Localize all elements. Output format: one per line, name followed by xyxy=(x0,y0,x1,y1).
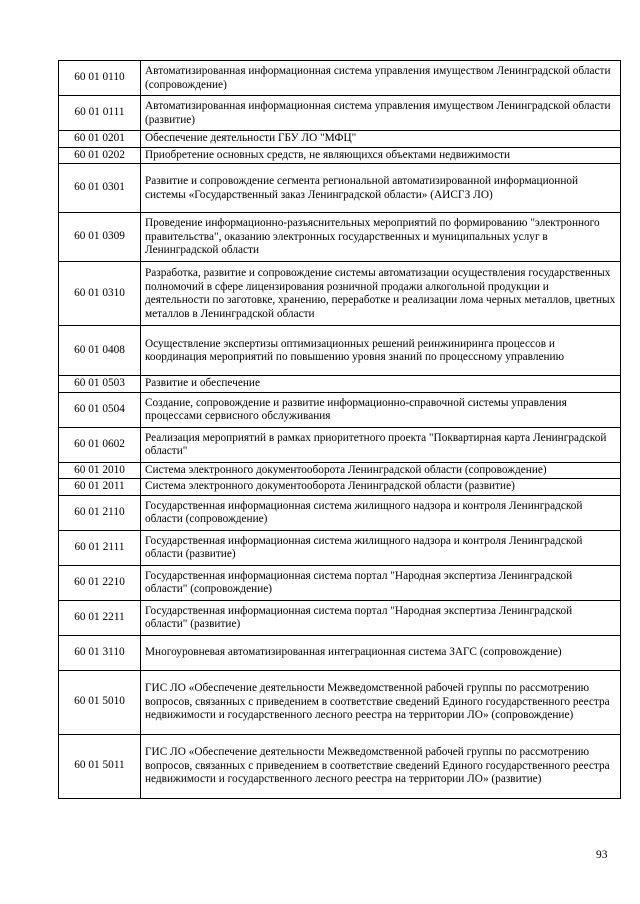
table-row xyxy=(59,96,621,131)
row-description: Реализация мероприятий в рамках приоритетного проекта "Поквартирная карта Ленинградской области" xyxy=(141,427,621,462)
row-description: Государственная информационная система жилищного надзора и контроля Ленинградской области (сопровождение) xyxy=(141,495,621,530)
row-code: 60 01 0111 xyxy=(59,96,141,131)
row-code: 60 01 0201 xyxy=(59,131,141,148)
table-row xyxy=(59,262,621,326)
row-description: Государственная информационная система портал "Народная экспертиза Ленинградской области" (сопровождение) xyxy=(141,565,621,600)
row-code: 60 01 2110 xyxy=(59,495,141,530)
table-row xyxy=(59,635,621,670)
row-description: Приобретение основных средств, не являющихся объектами недвижимости xyxy=(141,147,621,164)
table-row xyxy=(59,61,621,96)
row-code: 60 01 2111 xyxy=(59,530,141,565)
row-description: Государственная информационная система портал "Народная экспертиза Ленинградской области" (развитие) xyxy=(141,600,621,635)
row-code: 60 01 0110 xyxy=(59,61,141,96)
row-code: 60 01 2210 xyxy=(59,565,141,600)
table-row xyxy=(59,495,621,530)
row-description: Автоматизированная информационная система управления имуществом Ленинградской области (сопровождение) xyxy=(141,61,621,96)
table-row xyxy=(59,530,621,565)
budget-codes-table xyxy=(58,60,621,799)
table-row xyxy=(59,670,621,734)
table-row xyxy=(59,213,621,262)
table-row xyxy=(59,600,621,635)
table-row xyxy=(59,734,621,798)
row-code: 60 01 3110 xyxy=(59,635,141,670)
row-code: 60 01 0503 xyxy=(59,376,141,393)
row-code: 60 01 2011 xyxy=(59,479,141,496)
row-code: 60 01 0309 xyxy=(59,213,141,262)
row-description: Развитие и обеспечение xyxy=(141,376,621,393)
row-code: 60 01 5011 xyxy=(59,734,141,798)
table-row xyxy=(59,147,621,164)
row-code: 60 01 0504 xyxy=(59,392,141,427)
table-row xyxy=(59,326,621,376)
row-description: Проведение информационно-разъяснительных мероприятий по формированию "электронного правительства", оказанию электронных государственных и муниципальных услуг в Ленинградской области xyxy=(141,213,621,262)
table-row xyxy=(59,565,621,600)
table-row xyxy=(59,427,621,462)
row-code: 60 01 0408 xyxy=(59,326,141,376)
table-row xyxy=(59,131,621,148)
row-description: Система электронного документооборота Ленинградской области (развитие) xyxy=(141,479,621,496)
row-description: Система электронного документооборота Ленинградской области (сопровождение) xyxy=(141,462,621,479)
row-code: 60 01 0202 xyxy=(59,147,141,164)
row-description: ГИС ЛО «Обеспечение деятельности Межведомственной рабочей группы по рассмотрению вопросов, связанных с приведением в соответствие сведений Единого государственного реестра недвижимости и государственного лесного реестра на территории ЛО» (сопровождение) xyxy=(141,670,621,734)
row-description: ГИС ЛО «Обеспечение деятельности Межведомственной рабочей группы по рассмотрению вопросов, связанных с приведением в соответствие сведений Единого государственного реестра недвижимости и государственного лесного реестра на территории ЛО» (развитие) xyxy=(141,734,621,798)
table-row xyxy=(59,392,621,427)
page-number: 93 xyxy=(596,849,608,861)
row-description: Многоуровневая автоматизированная интеграционная система ЗАГС (сопровождение) xyxy=(141,635,621,670)
row-description: Разработка, развитие и сопровождение системы автоматизации осуществления государственных полномочий в сфере лицензирования розничной продажи алкогольной продукции и деятельности по заготовке, хранению, переработке и реализации лома черных металлов, цветных металлов в Ленинградской области xyxy=(141,262,621,326)
row-code: 60 01 0602 xyxy=(59,427,141,462)
row-code: 60 01 5010 xyxy=(59,670,141,734)
table-row xyxy=(59,462,621,479)
table-row xyxy=(59,376,621,393)
row-description: Осуществление экспертизы оптимизационных решений реинжиниринга процессов и координация мероприятий по повышению уровня знаний по процессному управлению xyxy=(141,326,621,376)
row-description: Обеспечение деятельности ГБУ ЛО "МФЦ" xyxy=(141,131,621,148)
row-code: 60 01 2010 xyxy=(59,462,141,479)
row-description: Создание, сопровождение и развитие информационно-справочной системы управления процессами сервисного обслуживания xyxy=(141,392,621,427)
row-description: Развитие и сопровождение сегмента региональной автоматизированной информационной системы «Государственный заказ Ленинградской области» (АИСГЗ ЛО) xyxy=(141,164,621,213)
row-description: Государственная информационная система жилищного надзора и контроля Ленинградской области (развитие) xyxy=(141,530,621,565)
row-description: Автоматизированная информационная система управления имуществом Ленинградской области (развитие) xyxy=(141,96,621,131)
row-code: 60 01 0301 xyxy=(59,164,141,213)
row-code: 60 01 0310 xyxy=(59,262,141,326)
table-row xyxy=(59,479,621,496)
row-code: 60 01 2211 xyxy=(59,600,141,635)
table-row xyxy=(59,164,621,213)
